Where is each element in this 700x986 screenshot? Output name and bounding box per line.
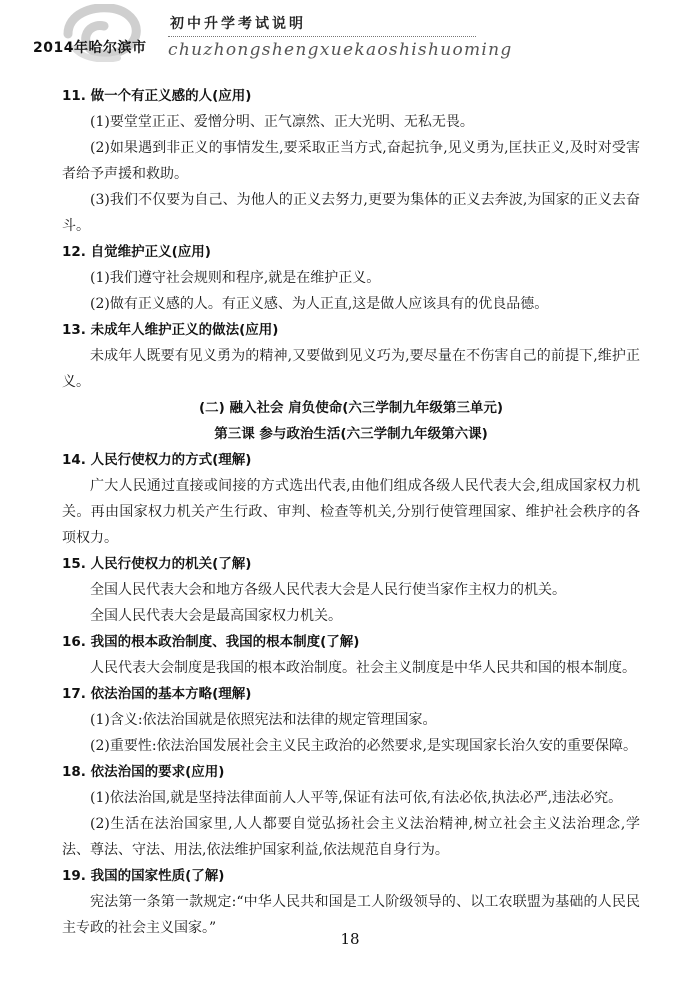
section-heading: 16. 我国的根本政治制度、我国的根本制度(了解) [62,634,360,650]
section-heading: 14. 人民行使权力的方式(理解) [62,452,252,468]
section-heading: 12. 自觉维护正义(应用) [62,244,211,260]
paragraph: (1)要堂堂正正、爱憎分明、正气凛然、正大光明、无私无畏。 [90,114,474,130]
paragraph: (2)如果遇到非正义的事情发生,要采取正当方式,奋起抗争,见义勇为,匡扶正义,及时对受害者给予声援和救助。 [62,140,640,182]
section-heading: 13. 未成年人维护正义的做法(应用) [62,322,279,338]
paragraph: 广大人民通过直接或间接的方式选出代表,由他们组成各级人民代表大会,组成国家权力机关。再由国家权力机关产生行政、审判、检查等机关,分别行使管理国家、维护社会秩序的各项权力。 [62,478,640,546]
section-heading: 17. 依法治国的基本方略(理解) [62,686,252,702]
unit-title: (二) 融入社会 肩负使命(六三学制九年级第三单元) [198,400,504,416]
paragraph: (2)做有正义感的人。有正义感、为人正直,这是做人应该具有的优良品德。 [90,296,549,312]
paragraph: (1)我们遵守社会规则和程序,就是在维护正义。 [90,270,381,286]
lesson-title: 第三课 参与政治生活(六三学制九年级第六课) [214,426,488,442]
paragraph: 全国人民代表大会是最高国家权力机关。 [90,608,342,624]
paragraph: (2)重要性:依法治国发展社会主义民主政治的必然要求,是实现国家长治久安的重要保障。 [90,738,637,754]
section-heading: 18. 依法治国的要求(应用) [62,764,225,780]
paragraph: (1)依法治国,就是坚持法律面前人人平等,保证有法可依,有法必依,执法必严,违法必究。 [90,790,623,806]
page-content [62,83,640,941]
paragraph: (3)我们不仅要为自己、为他人的正义去努力,更要为集体的正义去奔波,为国家的正义去奋斗。 [62,192,640,234]
book-title: 初中升学考试说明 [170,16,306,32]
pinyin-title: chuzhongshengxuekaoshishuoming [168,40,513,60]
section-heading: 19. 我国的国家性质(了解) [62,868,225,884]
section-heading: 11. 做一个有正义感的人(应用) [62,88,252,104]
section-heading: 15. 人民行使权力的机关(了解) [62,556,252,572]
header-divider [168,36,476,37]
paragraph: (1)含义:依法治国就是依照宪法和法律的规定管理国家。 [90,712,437,728]
page-header [0,0,700,80]
year-city-label: 2014年哈尔滨市 [33,40,147,56]
paragraph: 未成年人既要有见义勇为的精神,又要做到见义巧为,要尽量在不伤害自己的前提下,维护正义。 [62,348,640,390]
page-number: 18 [340,930,360,948]
paragraph: 宪法第一条第一款规定:“中华人民共和国是工人阶级领导的、以工农联盟为基础的人民民主专政的社会主义国家。” [62,894,640,936]
paragraph: 人民代表大会制度是我国的根本政治制度。社会主义制度是中华人民共和国的根本制度。 [90,660,636,676]
paragraph: (2)生活在法治国家里,人人都要自觉弘扬社会主义法治精神,树立社会主义法治理念,学法、尊法、守法、用法,依法维护国家利益,依法规范自身行为。 [62,816,640,858]
paragraph: 全国人民代表大会和地方各级人民代表大会是人民行使当家作主权力的机关。 [90,582,566,598]
